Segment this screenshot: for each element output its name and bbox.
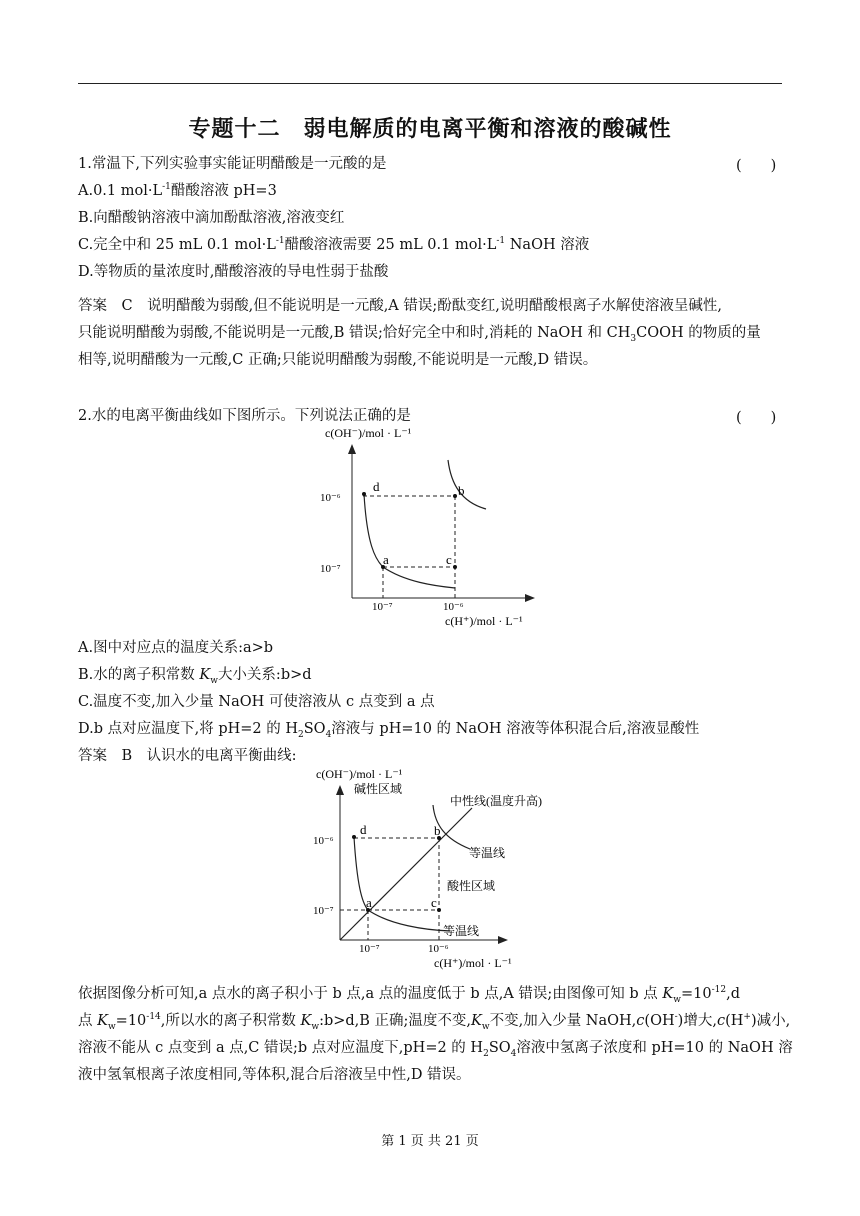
q1-stem: 1.常温下,下列实验事实能证明醋酸是一元酸的是 (78, 156, 387, 172)
fig2-region-acidic: 酸性区域 (447, 879, 496, 893)
q2-answer-head: 答案 B 认识水的电离平衡曲线: (78, 748, 297, 764)
fig2-y-label: c(OH⁻)/mol · L⁻¹ (316, 767, 403, 781)
fig2-isotherm-label-2: 等温线 (443, 924, 480, 938)
figure-2 (310, 765, 570, 970)
fig1-y-label: c(OH⁻)/mol · L⁻¹ (325, 426, 412, 440)
q2-option-a: A.图中对应点的温度关系:a>b (78, 640, 274, 656)
fig1-label-c: c (446, 552, 452, 567)
figure-1 (315, 424, 555, 634)
q1-option-c: C.完全中和 25 mL 0.1 $mol\cdot L^{-1}$醋酸溶液需要 25 mL 0.1 $mol\cdot L^{-1}$ NaOH 溶液 (78, 236, 590, 253)
fig1-point-b (453, 494, 457, 498)
q2-explain-line1: 依据图像分析可知,a 点水的离子积小于 b 点,a 点的温度低于 b 点,A 错误;由图像可知 b 点 $K_w=10^{-12},d$ (78, 985, 740, 1005)
fig2-region-basic: 碱性区域 (354, 782, 403, 796)
q1-answer-line2: 只能说明醋酸为弱酸,不能说明是一元酸,B 错误;恰好完全中和时,消耗的 NaOH 和 $CH_3COOH$ 的物质的量 (78, 325, 761, 344)
q1-option-a: A.0.1 $mol\cdot L^{-1}$醋酸溶液 pH=3 (78, 182, 277, 199)
fig1-isotherm-low (364, 494, 455, 588)
fig2-xtick-1e-7: 10⁻⁷ (359, 943, 380, 955)
fig2-x-arrow (498, 936, 508, 944)
fig1-label-b: b (458, 483, 465, 498)
fig2-y-arrow (336, 785, 344, 795)
q1-option-b: B.向醋酸钠溶液中滴加酚酞溶液,溶液变红 (78, 210, 345, 226)
q2-option-c: C.温度不变,加入少量 NaOH 可使溶液从 c 点变到 a 点 (78, 694, 435, 710)
fig1-x-label: c(H⁺)/mol · L⁻¹ (445, 614, 523, 628)
fig1-xtick-1e-6: 10⁻⁶ (443, 601, 464, 613)
fig2-x-label: c(H⁺)/mol · L⁻¹ (434, 956, 512, 970)
fig1-isotherm-high (448, 460, 486, 509)
page-footer: 第 1 页 共 21 页 (381, 1134, 479, 1149)
q1-option-d: D.等物质的量浓度时,醋酸溶液的导电性弱于盐酸 (78, 264, 389, 280)
fig1-label-d: d (373, 479, 380, 494)
q1-answer-bracket: ( ) (736, 158, 777, 174)
fig2-ytick-1e-6: 10⁻⁶ (313, 835, 334, 847)
fig2-point-d (352, 835, 356, 839)
header-rule (78, 83, 782, 84)
fig2-isotherm-label-1: 等温线 (469, 846, 506, 860)
fig2-point-c (437, 908, 441, 912)
fig2-label-b: b (434, 823, 441, 838)
fig1-ytick-1e-7: 10⁻⁷ (320, 563, 341, 575)
fig2-ytick-1e-7: 10⁻⁷ (313, 905, 334, 917)
q2-stem: 2.水的电离平衡曲线如下图所示。下列说法正确的是 (78, 408, 411, 424)
q1-answer-line3: 相等,说明醋酸为一元酸,C 正确;只能说明醋酸为弱酸,不能说明是一元酸,D 错误。 (78, 352, 598, 368)
fig2-neutral-label: 中性线(温度升高) (450, 794, 542, 808)
fig1-xtick-1e-7: 10⁻⁷ (372, 601, 393, 613)
fig1-label-a: a (383, 552, 389, 567)
q2-explain-line4: 液中氢氧根离子浓度相同,等体积,混合后溶液呈中性,D 错误。 (78, 1067, 471, 1083)
fig1-point-d (362, 492, 366, 496)
q2-answer-bracket: ( ) (736, 410, 777, 426)
fig1-ytick-1e-6: 10⁻⁶ (320, 492, 341, 504)
q2-option-d: D.b 点对应温度下,将 pH=2 的 $H_2SO_4$溶液与 pH=10 的 NaOH 溶液等体积混合后,溶液显酸性 (78, 721, 700, 740)
fig2-label-d: d (360, 822, 367, 837)
fig1-x-arrow (525, 594, 535, 602)
fig2-isotherm-low (354, 837, 450, 931)
q2-option-b: B.水的离子积常数 $K_w$大小关系:b>d (78, 667, 312, 686)
fig1-point-c (453, 565, 457, 569)
q1-answer-line1: 答案 C 说明醋酸为弱酸,但不能说明是一元酸,A 错误;酚酞变红,说明醋酸根离子水解使溶液呈碱性, (78, 298, 722, 314)
fig1-y-arrow (348, 444, 356, 454)
page-title: 专题十二 弱电解质的电离平衡和溶液的酸碱性 (188, 117, 672, 142)
fig2-xtick-1e-6: 10⁻⁶ (428, 943, 449, 955)
q2-explain-line3: 溶液不能从 c 点变到 a 点,C 错误;b 点对应温度下,pH=2 的 $H_2SO_4$溶液中氢离子浓度和 pH=10 的 NaOH 溶 (78, 1040, 793, 1059)
fig2-label-a: a (366, 895, 372, 910)
fig2-label-c: c (431, 895, 437, 910)
q2-explain-line2: 点 $K_w=10^{-14}$,所以水的离子积常数 $K_w:b>d,B$ 正确;温度不变$,K_w$不变,加入少量 NaOH,c(OH-)增大,c(H+)减小, (78, 1012, 791, 1032)
